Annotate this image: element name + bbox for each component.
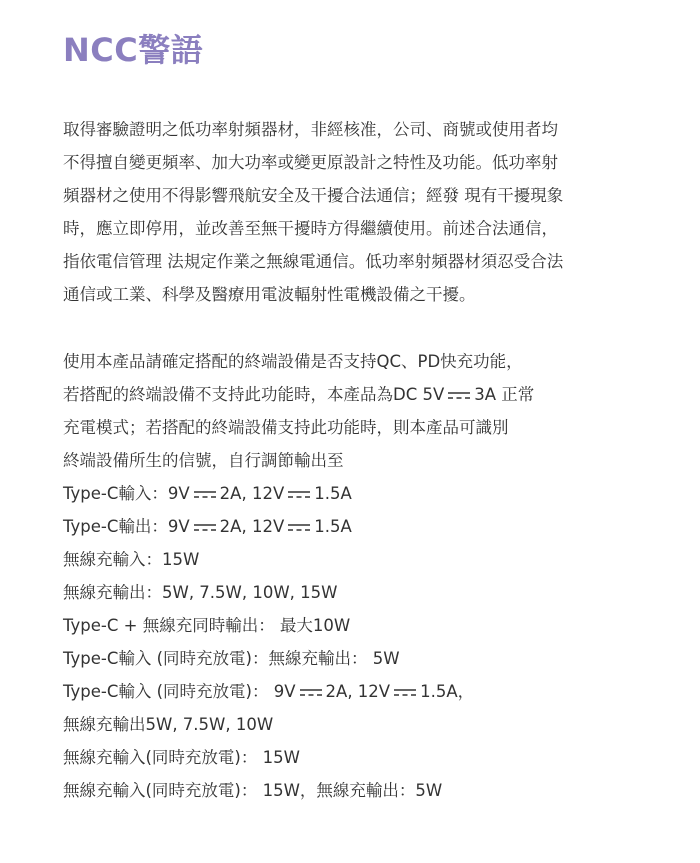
ncc-line-5: 指依電信管理 法規定作業之無線電通信。低功率射頻器材須忍受合法: [63, 252, 564, 271]
ncc-line-3: 頻器材之使用不得影響飛航安全及干擾合法通信；經發 現有干擾現象: [63, 186, 564, 205]
typec-in-sim-spec: [63, 675, 663, 708]
usage-line-3: 充電模式；若搭配的終端設備支持此功能時，則本產品可識別: [63, 418, 509, 437]
ncc-line-4: 時，應立即停用，並改善至無干擾時方得繼續使用。前述合法通信，: [63, 219, 558, 238]
typec-input-spec: [63, 477, 663, 510]
typec-output-mid: 2A, 12V: [219, 517, 285, 536]
dc-symbol-icon: [287, 490, 311, 500]
usage-line-2-tail: 3A 正常: [474, 385, 535, 404]
typec-input-label: Type-C輸入：9V: [63, 484, 190, 503]
dc-symbol-icon: [287, 523, 311, 533]
typec-input-tail: 1.5A: [314, 484, 352, 503]
usage-line-2: [63, 378, 663, 411]
typec-in-sim-wireless-out-spec: Type-C輸入 (同時充放電)：無線充輸出： 5W: [63, 649, 400, 668]
ncc-line-6: 通信或工業、科學及醫療用電波輻射性電機設備之干擾。: [63, 285, 476, 304]
dc-symbol-icon: [193, 523, 217, 533]
dc-symbol-icon: [299, 688, 323, 698]
wireless-in-sim-out-spec: 無線充輸入(同時充放電)： 15W，無線充輸出：5W: [63, 781, 443, 800]
wireless-output-spec: 無線充輸出：5W, 7.5W, 10W, 15W: [63, 583, 338, 602]
usage-line-2-text: 若搭配的終端設備不支持此功能時，本產品為DC 5V: [63, 385, 445, 404]
typec-in-sim-tail: 1.5A，: [420, 682, 475, 701]
dc-symbol-icon: [447, 391, 471, 401]
dc-symbol-icon: [393, 688, 417, 698]
typec-input-mid: 2A, 12V: [219, 484, 285, 503]
typec-in-sim-mid: 2A, 12V: [325, 682, 391, 701]
typec-output-tail: 1.5A: [314, 517, 352, 536]
combined-output-spec: Type-C + 無線充同時輸出： 最大10W: [63, 616, 351, 635]
usage-paragraph: [63, 345, 663, 807]
typec-in-sim-label: Type-C輸入 (同時充放電)： 9V: [63, 682, 296, 701]
wireless-output-list-spec: 無線充輸出5W, 7.5W, 10W: [63, 715, 274, 734]
wireless-input-spec: 無線充輸入：15W: [63, 550, 200, 569]
ncc-warning-paragraph: [63, 113, 663, 311]
wireless-in-sim-spec: 無線充輸入(同時充放電)： 15W: [63, 748, 300, 767]
page-title: NCC警語: [63, 31, 204, 69]
usage-line-1: 使用本產品請確定搭配的終端設備是否支持QC、PD快充功能，: [63, 352, 523, 371]
typec-output-spec: [63, 510, 663, 543]
typec-output-label: Type-C輸出：9V: [63, 517, 190, 536]
usage-line-4: 終端設備所生的信號，自行調節輸出至: [63, 451, 344, 470]
ncc-line-1: 取得審驗證明之低功率射頻器材，非經核准，公司、商號或使用者均: [63, 120, 558, 139]
dc-symbol-icon: [193, 490, 217, 500]
ncc-line-2: 不得擅自變更頻率、加大功率或變更原設計之特性及功能。低功率射: [63, 153, 558, 172]
